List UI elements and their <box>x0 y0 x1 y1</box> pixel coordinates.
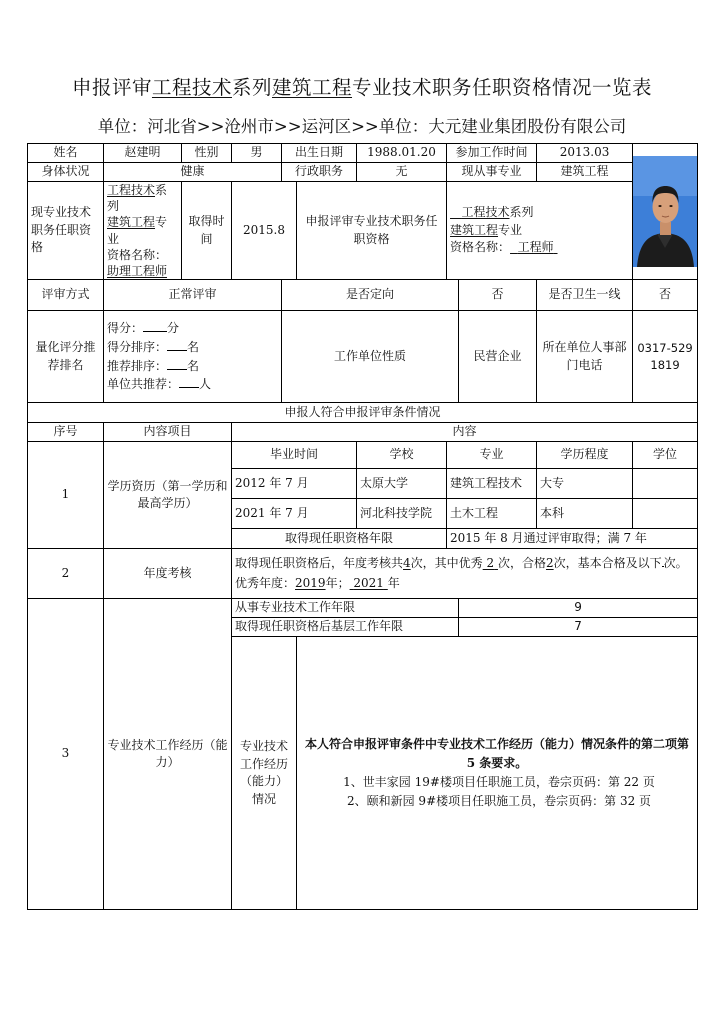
item-header: 内容项目 <box>104 423 232 442</box>
edu-row1-school: 太原大学 <box>357 469 447 499</box>
health-label: 身体状况 <box>28 163 104 182</box>
exp-label: 专业技术工作经历（能力） <box>104 599 232 910</box>
edu-years-label: 取得现任职资格年限 <box>232 529 447 549</box>
org-type-label: 工作单位性质 <box>282 311 459 403</box>
edu-header-school: 学校 <box>357 442 447 469</box>
admin-value: 无 <box>357 163 447 182</box>
edu-header-grad: 毕业时间 <box>232 442 357 469</box>
obtain-label: 取得时间 <box>182 182 232 280</box>
edu-row2-level: 本科 <box>537 499 633 529</box>
edu-row1-level: 大专 <box>537 469 633 499</box>
grassroots-value: 7 <box>459 618 698 637</box>
directional-label: 是否定向 <box>282 280 459 311</box>
edu-row2-school: 河北科技学院 <box>357 499 447 529</box>
edu-row2-grad: 2021 年 7 月 <box>232 499 357 529</box>
exp-statement: 本人符合申报评审条件中专业技术工作经历（能力）情况条件的第二项第 5 条要求。 <box>305 736 690 770</box>
edu-header-degree: 学位 <box>633 442 698 469</box>
seq-header: 序号 <box>28 423 104 442</box>
gender-label: 性别 <box>182 144 232 163</box>
edu-row2-major: 土木工程 <box>447 499 537 529</box>
current-qual-label: 现专业技术职务任职资格 <box>28 182 104 280</box>
edu-label: 学历资历（第一学历和最高学历） <box>104 442 232 549</box>
work-years-value: 9 <box>459 599 698 618</box>
method-label: 评审方式 <box>28 280 104 311</box>
apply-qual-value: 工程技术系列 建筑工程专业 资格名称： 工程师 <box>447 182 633 280</box>
directional-value: 否 <box>459 280 537 311</box>
content-header: 内容 <box>232 423 698 442</box>
frontline-value: 否 <box>633 280 698 311</box>
current-major-value: 建筑工程 <box>537 163 633 182</box>
exp-statement-cell <box>297 637 698 910</box>
title-series: 工程技术 <box>151 76 232 99</box>
apply-qual-label: 申报评审专业技术职务任职资格 <box>297 182 447 280</box>
work-start-value: 2013.03 <box>537 144 633 163</box>
obtain-value: 2015.8 <box>232 182 297 280</box>
annual-seq: 2 <box>28 549 104 599</box>
name-value: 赵建明 <box>104 144 182 163</box>
edu-row2-degree <box>633 499 698 529</box>
health-value: 健康 <box>104 163 282 182</box>
hr-phone-value: 0317-5291819 <box>633 311 698 403</box>
edu-row1-grad: 2012 年 7 月 <box>232 469 357 499</box>
gender-value: 男 <box>232 144 282 163</box>
edu-years-value: 2015 年 8 月通过评审取得；满 7 年 <box>447 529 698 549</box>
work-years-label: 从事专业技术工作年限 <box>232 599 459 618</box>
edu-row1-degree <box>633 469 698 499</box>
photo-cell <box>633 144 698 280</box>
admin-label: 行政职务 <box>282 163 357 182</box>
annual-content: 取得现任职资格后，年度考核共4次，其中优秀 2 次，合格2次，基本合格及以下 次。优秀年度：2019年； 2021 年 <box>232 549 698 599</box>
grassroots-label: 取得现任职资格后基层工作年限 <box>232 618 459 637</box>
frontline-label: 是否卫生一线 <box>537 280 633 311</box>
work-start-label: 参加工作时间 <box>447 144 537 163</box>
person-icon <box>633 156 697 267</box>
applicant-photo <box>633 156 697 267</box>
title-major: 建筑工程 <box>272 76 353 99</box>
quant-label: 量化评分推荐排名 <box>28 311 104 403</box>
edu-header-level: 学历程度 <box>537 442 633 469</box>
exp-seq: 3 <box>28 599 104 910</box>
qualification-table <box>27 143 698 910</box>
name-label: 姓名 <box>28 144 104 163</box>
quant-values: 得分： 分 得分排序： 名 推荐排序： 名 单位共推荐： 人 <box>104 311 282 403</box>
exp-item: 1、世丰家园 19#楼项目任职施工员，卷宗页码：第 22 页 <box>343 775 655 790</box>
current-qual-value: 工程技术系列 建筑工程专业 资格名称：助理工程师 <box>104 182 182 280</box>
unit-line: 单位：河北省>>沧州市>>运河区>>单位：大元建业集团股份有限公司 <box>97 117 627 136</box>
dob-value: 1988.01.20 <box>357 144 447 163</box>
edu-row1-major: 建筑工程技术 <box>447 469 537 499</box>
annual-label: 年度考核 <box>104 549 232 599</box>
exp-item: 2、颐和新园 9#楼项目任职施工员，卷宗页码：第 32 页 <box>346 794 652 809</box>
section-header: 申报人符合申报评审条件情况 <box>28 403 698 423</box>
edu-seq: 1 <box>28 442 104 549</box>
hr-phone-label: 所在单位人事部门电话 <box>537 311 633 403</box>
edu-header-major: 专业 <box>447 442 537 469</box>
exp-sub-label: 专业技术工作经历（能力）情况 <box>232 637 297 910</box>
org-type-value: 民营企业 <box>459 311 537 403</box>
method-value: 正常评审 <box>104 280 282 311</box>
page-title: 申报评审工程技术系列建筑工程专业技术职务任职资格情况一览表 <box>71 76 653 99</box>
dob-label: 出生日期 <box>282 144 357 163</box>
current-major-label: 现从事专业 <box>447 163 537 182</box>
